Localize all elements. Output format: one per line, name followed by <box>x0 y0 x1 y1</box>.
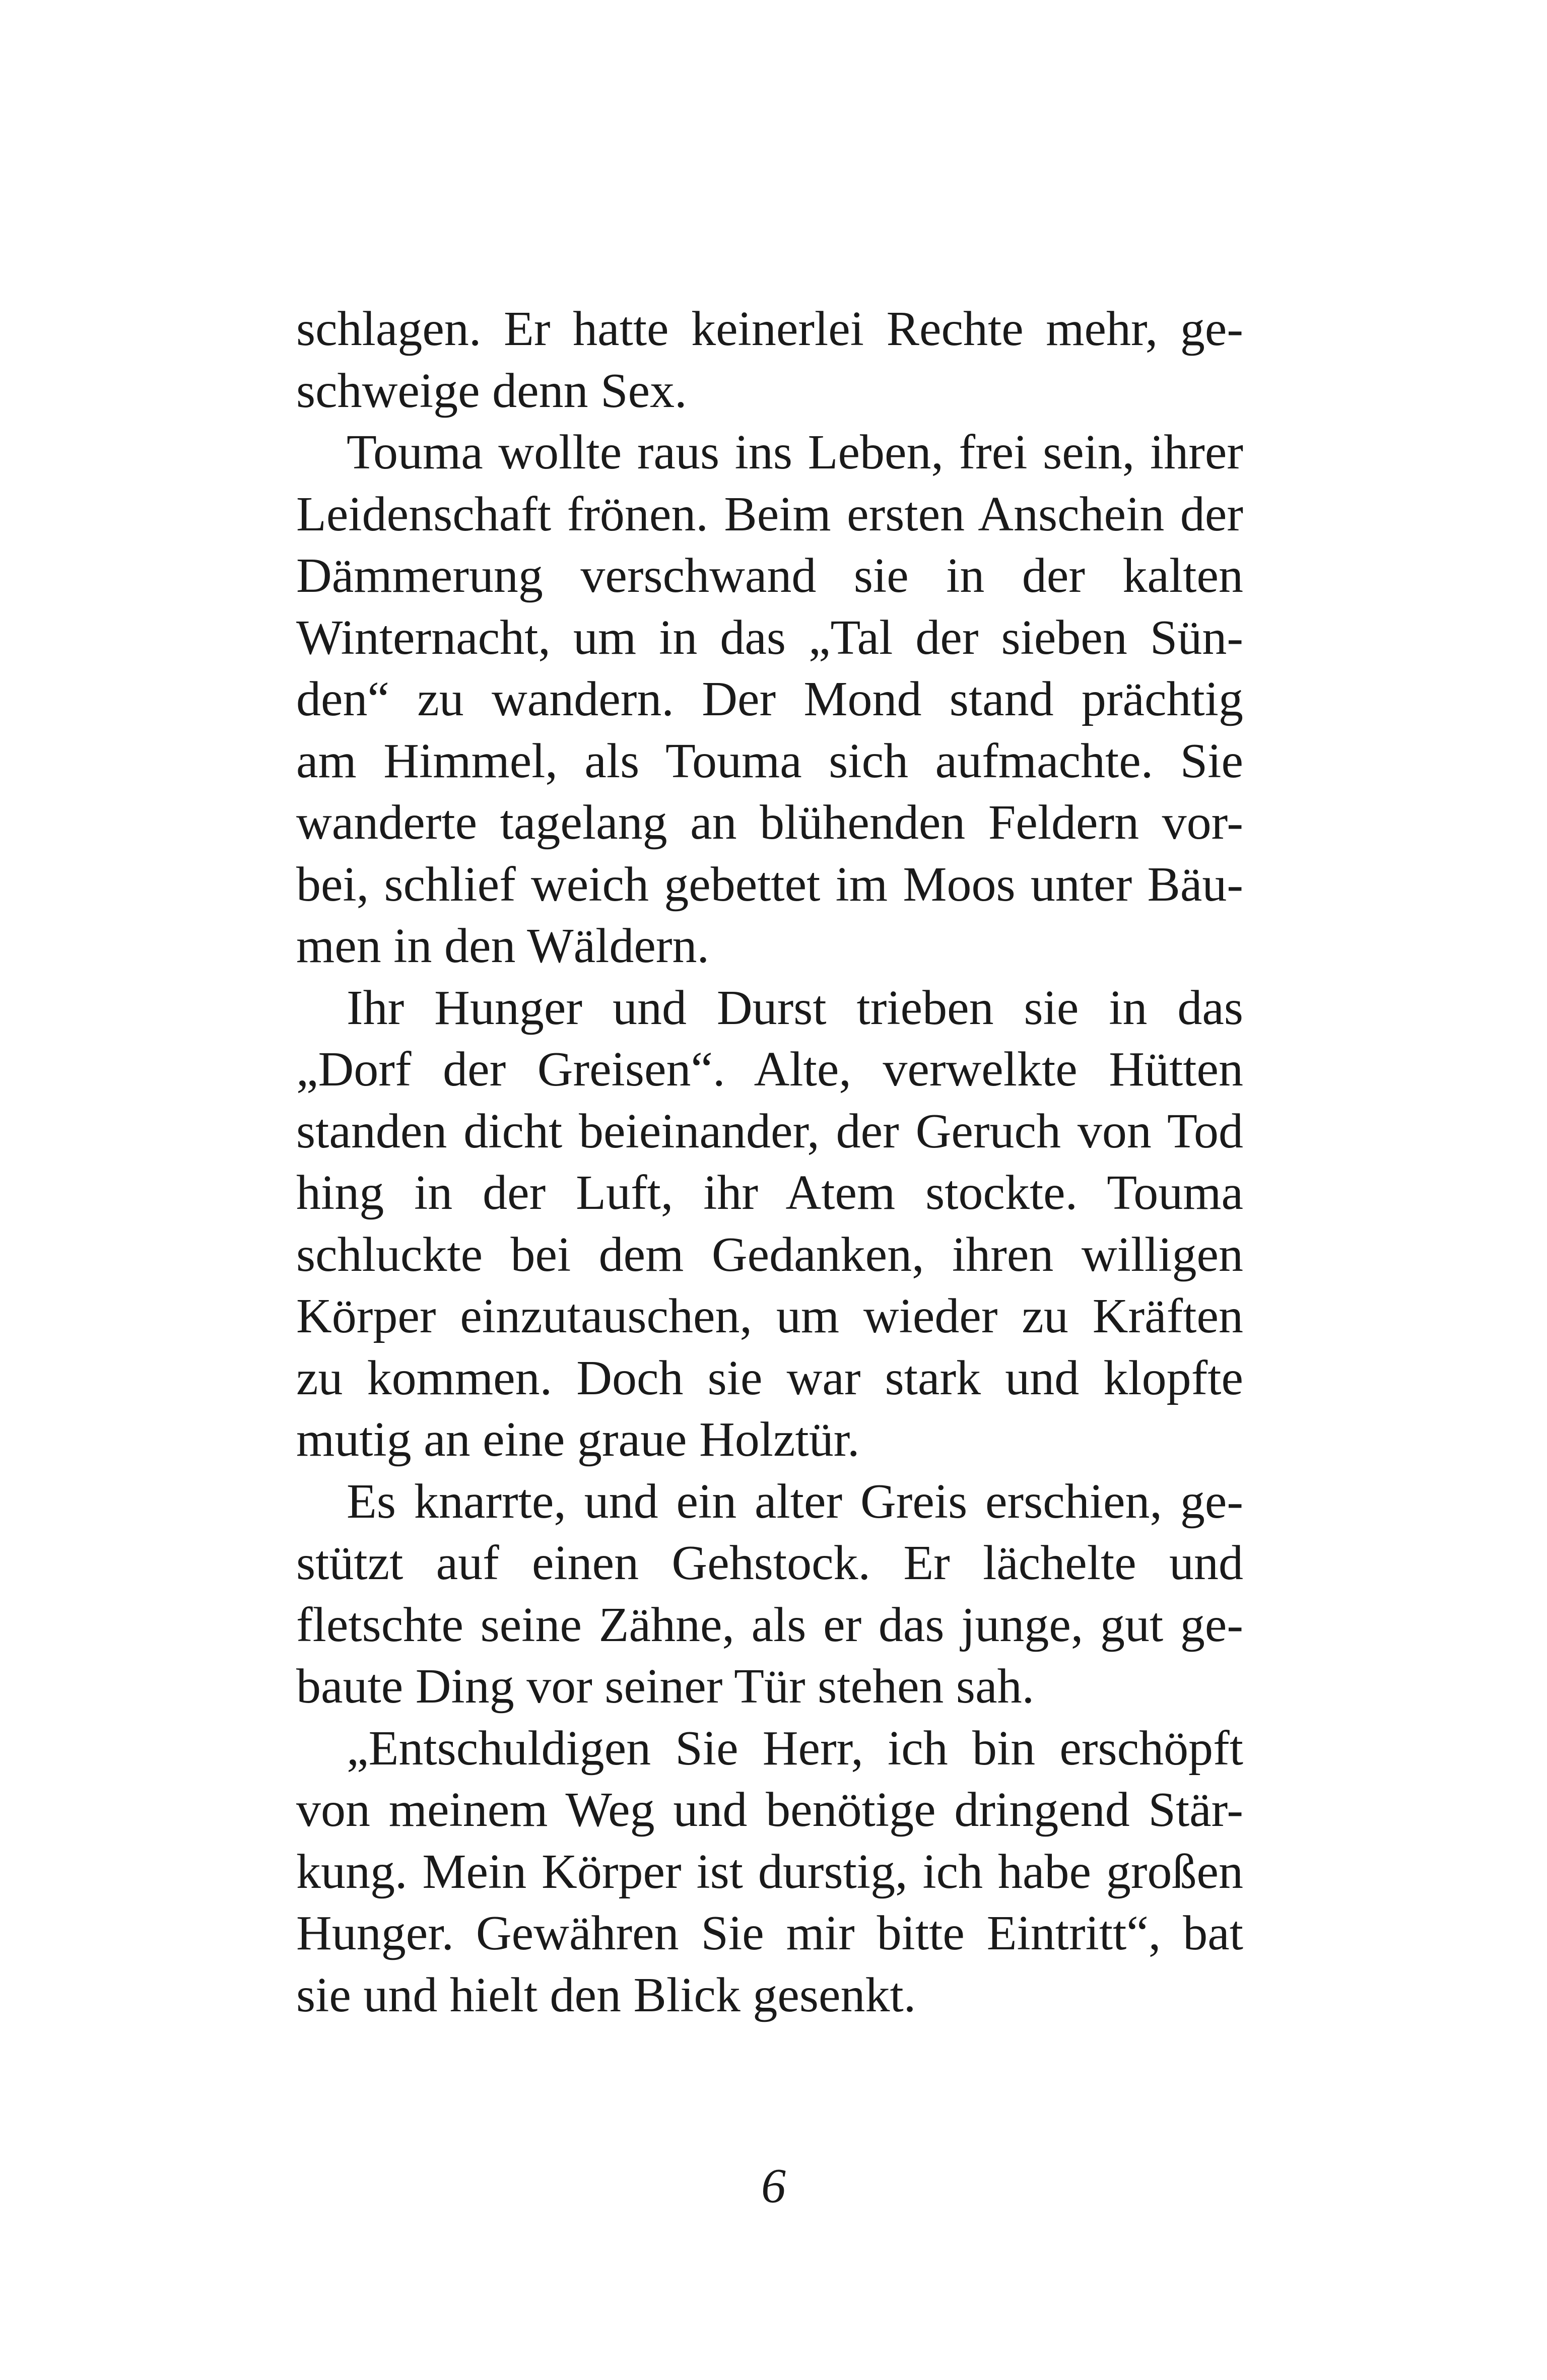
text-line: schweige denn Sex. <box>296 363 687 418</box>
text-line: wanderte tagelang an blühenden Feldern vor- <box>296 795 1243 850</box>
text-line: men in den Wäldern. <box>296 919 710 973</box>
text-line: bei, schlief weich gebettet im Moos unter Bäu- <box>296 857 1243 912</box>
text-line: standen dicht beieinander, der Geruch von Tod <box>296 1104 1243 1159</box>
text-line: mutig an eine graue Holztür. <box>296 1412 860 1467</box>
text-line: fletschte seine Zähne, als er das junge, gut ge- <box>296 1597 1243 1652</box>
text-line: Ihr Hunger und Durst trieben sie in das <box>347 980 1243 1035</box>
text-line: kung. Mein Körper ist durstig, ich habe großen <box>296 1844 1243 1899</box>
page-number: 6 <box>761 2159 786 2213</box>
text-line: Leidenschaft frönen. Beim ersten Anschein der <box>296 487 1243 541</box>
text-line: zu kommen. Doch sie war stark und klopfte <box>296 1350 1243 1405</box>
text-line: Körper einzutauschen, um wieder zu Kräften <box>296 1289 1243 1343</box>
text-line: Touma wollte raus ins Leben, frei sein, ihrer <box>347 425 1243 480</box>
paragraph <box>296 422 1243 977</box>
text-line: schlagen. Er hatte keinerlei Rechte mehr, ge- <box>296 302 1243 356</box>
text-line: sie und hielt den Blick gesenkt. <box>296 1967 916 2022</box>
text-line: am Himmel, als Touma sich aufmachte. Sie <box>296 733 1243 788</box>
text-line: von meinem Weg und benötige dringend Stär- <box>296 1783 1243 1837</box>
text-line: schluckte bei dem Gedanken, ihren willigen <box>296 1227 1243 1282</box>
text-line: Hunger. Gewähren Sie mir bitte Eintritt“, bat <box>296 1906 1243 1960</box>
text-line: Dämmerung verschwand sie in der kalten <box>296 549 1243 603</box>
text-line: den“ zu wandern. Der Mond stand prächtig <box>296 672 1243 726</box>
text-line: Es knarrte, und ein alter Greis erschien, ge- <box>347 1474 1243 1529</box>
text-line: „Entschuldigen Sie Herr, ich bin erschöpft <box>347 1721 1243 1776</box>
paragraph <box>296 977 1243 1471</box>
paragraph <box>296 1471 1243 1718</box>
text-line: hing in der Luft, ihr Atem stockte. Touma <box>296 1166 1243 1220</box>
paragraph <box>296 298 1243 422</box>
text-line: „Dorf der Greisen“. Alte, verwelkte Hütten <box>296 1042 1243 1097</box>
text-line: Winternacht, um in das „Tal der sieben Sün- <box>296 610 1243 665</box>
body-text <box>296 298 1243 2026</box>
text-line: stützt auf einen Gehstock. Er lächelte und <box>296 1536 1243 1590</box>
paragraph <box>296 1718 1243 2026</box>
text-line: baute Ding vor seiner Tür stehen sah. <box>296 1659 1035 1714</box>
